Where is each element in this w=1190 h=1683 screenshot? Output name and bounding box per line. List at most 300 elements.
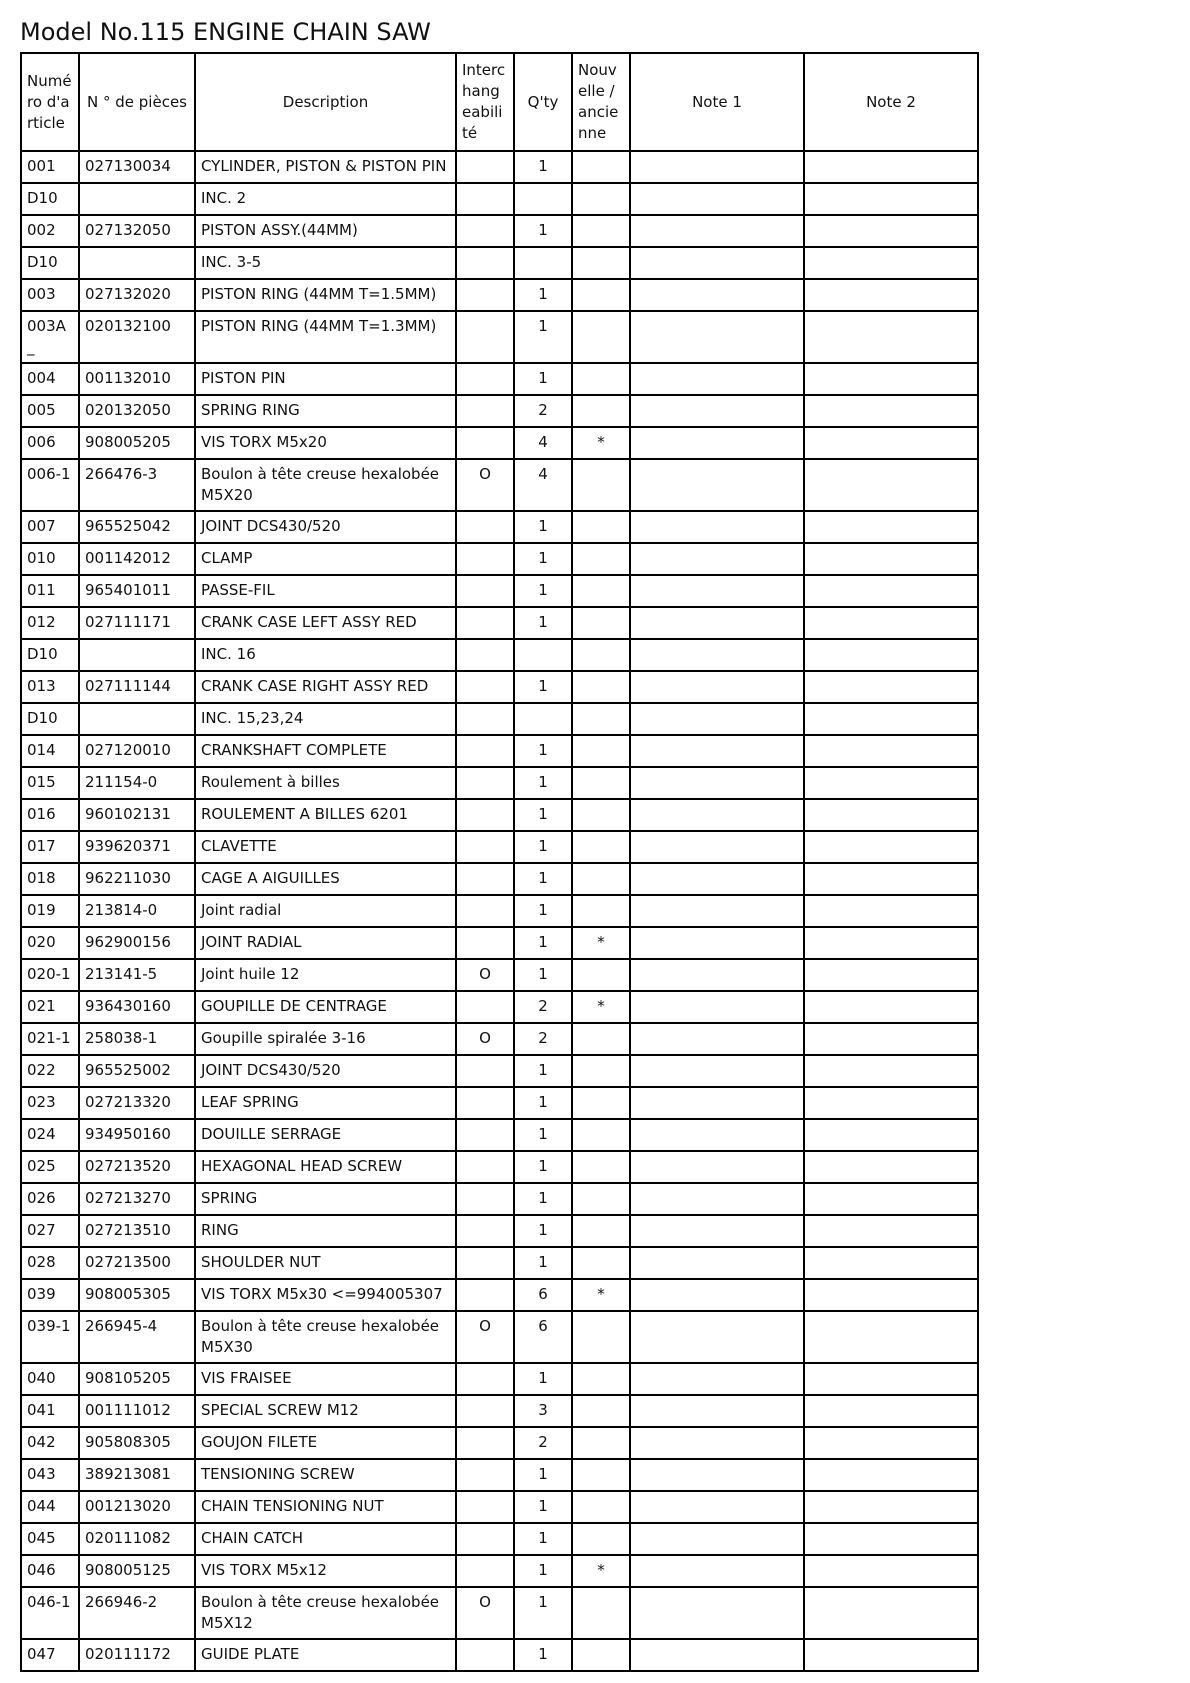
new-old-cell bbox=[572, 1151, 630, 1183]
description-cell: CHAIN TENSIONING NUT bbox=[195, 1491, 456, 1523]
table-row bbox=[21, 1363, 978, 1395]
description-cell: SHOULDER NUT bbox=[195, 1247, 456, 1279]
description-cell: SPECIAL SCREW M12 bbox=[195, 1395, 456, 1427]
quantity-cell: 1 bbox=[514, 511, 572, 543]
interchangeability-cell bbox=[456, 799, 514, 831]
header-note-2: Note 2 bbox=[804, 53, 978, 151]
note-1-cell bbox=[630, 1491, 804, 1523]
note-2-cell bbox=[804, 1023, 978, 1055]
quantity-cell: 1 bbox=[514, 1183, 572, 1215]
part-number-cell: 258038-1 bbox=[79, 1023, 195, 1055]
note-1-cell bbox=[630, 395, 804, 427]
new-old-cell bbox=[572, 703, 630, 735]
note-2-cell bbox=[804, 363, 978, 395]
part-number-cell: 960102131 bbox=[79, 799, 195, 831]
description-cell: SPRING RING bbox=[195, 395, 456, 427]
new-old-cell bbox=[572, 671, 630, 703]
note-1-cell bbox=[630, 1023, 804, 1055]
quantity-cell: 1 bbox=[514, 767, 572, 799]
item-number-cell: 021 bbox=[21, 991, 79, 1023]
part-number-cell: 266945-4 bbox=[79, 1311, 195, 1363]
note-1-cell bbox=[630, 991, 804, 1023]
note-2-cell bbox=[804, 799, 978, 831]
interchangeability-cell bbox=[456, 151, 514, 183]
interchangeability-cell: O bbox=[456, 959, 514, 991]
note-1-cell bbox=[630, 543, 804, 575]
quantity-cell: 1 bbox=[514, 363, 572, 395]
note-2-cell bbox=[804, 1523, 978, 1555]
part-number-cell: 908005305 bbox=[79, 1279, 195, 1311]
new-old-cell: * bbox=[572, 427, 630, 459]
quantity-cell: 2 bbox=[514, 991, 572, 1023]
description-cell: INC. 15,23,24 bbox=[195, 703, 456, 735]
new-old-cell bbox=[572, 459, 630, 511]
note-1-cell bbox=[630, 1087, 804, 1119]
quantity-cell: 1 bbox=[514, 895, 572, 927]
item-number-cell: D10 bbox=[21, 183, 79, 215]
part-number-cell: 027213510 bbox=[79, 1215, 195, 1247]
description-cell: PISTON RING (44MM T=1.3MM) bbox=[195, 311, 456, 363]
description-cell: ROULEMENT A BILLES 6201 bbox=[195, 799, 456, 831]
note-2-cell bbox=[804, 279, 978, 311]
item-number-cell: 019 bbox=[21, 895, 79, 927]
description-cell: JOINT DCS430/520 bbox=[195, 511, 456, 543]
interchangeability-cell bbox=[456, 1363, 514, 1395]
note-1-cell bbox=[630, 895, 804, 927]
item-number-cell: 004 bbox=[21, 363, 79, 395]
quantity-cell: 1 bbox=[514, 1215, 572, 1247]
part-number-cell: 020111172 bbox=[79, 1639, 195, 1671]
new-old-cell bbox=[572, 1055, 630, 1087]
item-number-cell: 007 bbox=[21, 511, 79, 543]
note-1-cell bbox=[630, 1587, 804, 1639]
description-cell: GUIDE PLATE bbox=[195, 1639, 456, 1671]
table-row bbox=[21, 395, 978, 427]
description-cell: VIS FRAISEE bbox=[195, 1363, 456, 1395]
part-number-cell bbox=[79, 247, 195, 279]
description-cell: Roulement à billes bbox=[195, 767, 456, 799]
note-1-cell bbox=[630, 247, 804, 279]
note-2-cell bbox=[804, 1055, 978, 1087]
part-number-cell: 939620371 bbox=[79, 831, 195, 863]
note-1-cell bbox=[630, 1151, 804, 1183]
note-1-cell bbox=[630, 863, 804, 895]
note-2-cell bbox=[804, 1311, 978, 1363]
note-2-cell bbox=[804, 459, 978, 511]
note-1-cell bbox=[630, 1363, 804, 1395]
note-2-cell bbox=[804, 1587, 978, 1639]
item-number-cell: 025 bbox=[21, 1151, 79, 1183]
description-cell: DOUILLE SERRAGE bbox=[195, 1119, 456, 1151]
table-row bbox=[21, 607, 978, 639]
item-number-cell: 006 bbox=[21, 427, 79, 459]
note-1-cell bbox=[630, 1459, 804, 1491]
description-cell: CHAIN CATCH bbox=[195, 1523, 456, 1555]
note-1-cell bbox=[630, 1215, 804, 1247]
item-number-cell: 046-1 bbox=[21, 1587, 79, 1639]
description-cell: SPRING bbox=[195, 1183, 456, 1215]
new-old-cell bbox=[572, 639, 630, 671]
note-1-cell bbox=[630, 639, 804, 671]
item-number-cell: 022 bbox=[21, 1055, 79, 1087]
table-row bbox=[21, 959, 978, 991]
quantity-cell: 3 bbox=[514, 1395, 572, 1427]
item-number-cell: D10 bbox=[21, 639, 79, 671]
note-2-cell bbox=[804, 427, 978, 459]
item-number-cell: 027 bbox=[21, 1215, 79, 1247]
new-old-cell bbox=[572, 1459, 630, 1491]
table-row bbox=[21, 575, 978, 607]
note-2-cell bbox=[804, 1087, 978, 1119]
item-number-cell: 028 bbox=[21, 1247, 79, 1279]
part-number-cell: 027213270 bbox=[79, 1183, 195, 1215]
part-number-cell: 905808305 bbox=[79, 1427, 195, 1459]
description-cell: PISTON PIN bbox=[195, 363, 456, 395]
note-1-cell bbox=[630, 767, 804, 799]
quantity-cell: 1 bbox=[514, 1587, 572, 1639]
interchangeability-cell bbox=[456, 427, 514, 459]
interchangeability-cell bbox=[456, 1119, 514, 1151]
item-number-cell: 043 bbox=[21, 1459, 79, 1491]
note-2-cell bbox=[804, 1491, 978, 1523]
item-number-cell: 003 bbox=[21, 279, 79, 311]
new-old-cell bbox=[572, 247, 630, 279]
new-old-cell bbox=[572, 831, 630, 863]
note-1-cell bbox=[630, 831, 804, 863]
quantity-cell bbox=[514, 247, 572, 279]
part-number-cell: 934950160 bbox=[79, 1119, 195, 1151]
interchangeability-cell bbox=[456, 1247, 514, 1279]
table-row bbox=[21, 1555, 978, 1587]
description-cell: Boulon à tête creuse hexalobée M5X20 bbox=[195, 459, 456, 511]
header-part-number: N ° de pièces bbox=[79, 53, 195, 151]
description-cell: INC. 16 bbox=[195, 639, 456, 671]
interchangeability-cell bbox=[456, 895, 514, 927]
description-cell: RING bbox=[195, 1215, 456, 1247]
item-number-cell: 005 bbox=[21, 395, 79, 427]
new-old-cell bbox=[572, 1119, 630, 1151]
header-item-number: Numéro d'article bbox=[21, 53, 79, 151]
part-number-cell: 020132050 bbox=[79, 395, 195, 427]
quantity-cell: 1 bbox=[514, 799, 572, 831]
table-row bbox=[21, 1119, 978, 1151]
item-number-cell: 011 bbox=[21, 575, 79, 607]
part-number-cell: 389213081 bbox=[79, 1459, 195, 1491]
new-old-cell bbox=[572, 151, 630, 183]
new-old-cell bbox=[572, 1183, 630, 1215]
part-number-cell: 001142012 bbox=[79, 543, 195, 575]
table-row bbox=[21, 1183, 978, 1215]
table-row bbox=[21, 1523, 978, 1555]
table-row bbox=[21, 1311, 978, 1363]
part-number-cell: 027213320 bbox=[79, 1087, 195, 1119]
note-1-cell bbox=[630, 607, 804, 639]
interchangeability-cell bbox=[456, 575, 514, 607]
item-number-cell: 047 bbox=[21, 1639, 79, 1671]
note-1-cell bbox=[630, 1279, 804, 1311]
interchangeability-cell bbox=[456, 863, 514, 895]
quantity-cell: 1 bbox=[514, 1639, 572, 1671]
note-2-cell bbox=[804, 735, 978, 767]
interchangeability-cell bbox=[456, 767, 514, 799]
part-number-cell: 027213500 bbox=[79, 1247, 195, 1279]
new-old-cell bbox=[572, 735, 630, 767]
quantity-cell: 1 bbox=[514, 1151, 572, 1183]
note-2-cell bbox=[804, 991, 978, 1023]
table-row bbox=[21, 1151, 978, 1183]
quantity-cell: 1 bbox=[514, 927, 572, 959]
description-cell: VIS TORX M5x12 bbox=[195, 1555, 456, 1587]
description-cell: LEAF SPRING bbox=[195, 1087, 456, 1119]
note-1-cell bbox=[630, 363, 804, 395]
note-2-cell bbox=[804, 639, 978, 671]
item-number-cell: D10 bbox=[21, 247, 79, 279]
description-cell: CAGE A AIGUILLES bbox=[195, 863, 456, 895]
table-row bbox=[21, 1087, 978, 1119]
part-number-cell: 020132100 bbox=[79, 311, 195, 363]
quantity-cell: 1 bbox=[514, 1523, 572, 1555]
table-row bbox=[21, 671, 978, 703]
note-1-cell bbox=[630, 927, 804, 959]
part-number-cell: 965401011 bbox=[79, 575, 195, 607]
note-1-cell bbox=[630, 703, 804, 735]
table-row bbox=[21, 639, 978, 671]
note-2-cell bbox=[804, 1427, 978, 1459]
new-old-cell bbox=[572, 1523, 630, 1555]
interchangeability-cell bbox=[456, 1555, 514, 1587]
new-old-cell bbox=[572, 1639, 630, 1671]
quantity-cell: 1 bbox=[514, 1491, 572, 1523]
table-header-row bbox=[21, 53, 978, 151]
table-row bbox=[21, 799, 978, 831]
note-2-cell bbox=[804, 151, 978, 183]
new-old-cell bbox=[572, 183, 630, 215]
header-description: Description bbox=[195, 53, 456, 151]
note-1-cell bbox=[630, 1183, 804, 1215]
note-2-cell bbox=[804, 311, 978, 363]
new-old-cell bbox=[572, 1215, 630, 1247]
item-number-cell: 001 bbox=[21, 151, 79, 183]
new-old-cell: * bbox=[572, 927, 630, 959]
note-2-cell bbox=[804, 1363, 978, 1395]
new-old-cell bbox=[572, 279, 630, 311]
quantity-cell: 4 bbox=[514, 459, 572, 511]
note-2-cell bbox=[804, 927, 978, 959]
note-2-cell bbox=[804, 1555, 978, 1587]
item-number-cell: 016 bbox=[21, 799, 79, 831]
interchangeability-cell bbox=[456, 639, 514, 671]
description-cell: PISTON RING (44MM T=1.5MM) bbox=[195, 279, 456, 311]
note-1-cell bbox=[630, 311, 804, 363]
table-row bbox=[21, 279, 978, 311]
interchangeability-cell: O bbox=[456, 1587, 514, 1639]
new-old-cell bbox=[572, 215, 630, 247]
item-number-cell: 044 bbox=[21, 1491, 79, 1523]
note-2-cell bbox=[804, 1395, 978, 1427]
interchangeability-cell bbox=[456, 363, 514, 395]
note-2-cell bbox=[804, 575, 978, 607]
description-cell: JOINT RADIAL bbox=[195, 927, 456, 959]
note-2-cell bbox=[804, 1183, 978, 1215]
table-row bbox=[21, 427, 978, 459]
quantity-cell bbox=[514, 703, 572, 735]
new-old-cell: * bbox=[572, 1555, 630, 1587]
table-row bbox=[21, 247, 978, 279]
new-old-cell bbox=[572, 1087, 630, 1119]
part-number-cell: 211154-0 bbox=[79, 767, 195, 799]
note-2-cell bbox=[804, 1151, 978, 1183]
item-number-cell: 020-1 bbox=[21, 959, 79, 991]
table-row bbox=[21, 311, 978, 363]
interchangeability-cell bbox=[456, 1491, 514, 1523]
table-row bbox=[21, 863, 978, 895]
interchangeability-cell bbox=[456, 279, 514, 311]
item-number-cell: 024 bbox=[21, 1119, 79, 1151]
table-row bbox=[21, 1055, 978, 1087]
part-number-cell bbox=[79, 703, 195, 735]
part-number-cell: 027130034 bbox=[79, 151, 195, 183]
part-number-cell: 266476-3 bbox=[79, 459, 195, 511]
part-number-cell: 027111171 bbox=[79, 607, 195, 639]
note-1-cell bbox=[630, 1555, 804, 1587]
description-cell: CYLINDER, PISTON & PISTON PIN bbox=[195, 151, 456, 183]
quantity-cell: 1 bbox=[514, 959, 572, 991]
description-cell: Goupille spiralée 3-16 bbox=[195, 1023, 456, 1055]
description-cell: GOUJON FILETE bbox=[195, 1427, 456, 1459]
note-1-cell bbox=[630, 1247, 804, 1279]
quantity-cell: 1 bbox=[514, 831, 572, 863]
quantity-cell: 1 bbox=[514, 671, 572, 703]
interchangeability-cell bbox=[456, 1087, 514, 1119]
quantity-cell: 1 bbox=[514, 575, 572, 607]
item-number-cell: 045 bbox=[21, 1523, 79, 1555]
description-cell: HEXAGONAL HEAD SCREW bbox=[195, 1151, 456, 1183]
item-number-cell: 017 bbox=[21, 831, 79, 863]
note-2-cell bbox=[804, 1279, 978, 1311]
quantity-cell bbox=[514, 639, 572, 671]
new-old-cell bbox=[572, 363, 630, 395]
quantity-cell: 1 bbox=[514, 1247, 572, 1279]
table-row bbox=[21, 1587, 978, 1639]
table-row bbox=[21, 1279, 978, 1311]
quantity-cell: 1 bbox=[514, 279, 572, 311]
interchangeability-cell bbox=[456, 1523, 514, 1555]
new-old-cell bbox=[572, 575, 630, 607]
part-number-cell: 213814-0 bbox=[79, 895, 195, 927]
interchangeability-cell bbox=[456, 1055, 514, 1087]
table-row bbox=[21, 1395, 978, 1427]
description-cell: CLAMP bbox=[195, 543, 456, 575]
quantity-cell: 1 bbox=[514, 543, 572, 575]
quantity-cell: 1 bbox=[514, 1363, 572, 1395]
interchangeability-cell bbox=[456, 671, 514, 703]
interchangeability-cell bbox=[456, 991, 514, 1023]
item-number-cell: 039-1 bbox=[21, 1311, 79, 1363]
part-number-cell: 908105205 bbox=[79, 1363, 195, 1395]
note-1-cell bbox=[630, 511, 804, 543]
new-old-cell bbox=[572, 543, 630, 575]
part-number-cell: 001111012 bbox=[79, 1395, 195, 1427]
part-number-cell: 001213020 bbox=[79, 1491, 195, 1523]
item-number-cell: 002 bbox=[21, 215, 79, 247]
header-note-1: Note 1 bbox=[630, 53, 804, 151]
quantity-cell: 6 bbox=[514, 1279, 572, 1311]
table-row bbox=[21, 735, 978, 767]
item-number-cell: 006-1 bbox=[21, 459, 79, 511]
quantity-cell: 1 bbox=[514, 863, 572, 895]
quantity-cell: 1 bbox=[514, 151, 572, 183]
interchangeability-cell bbox=[456, 215, 514, 247]
item-number-cell: 026 bbox=[21, 1183, 79, 1215]
new-old-cell bbox=[572, 1311, 630, 1363]
part-number-cell: 908005125 bbox=[79, 1555, 195, 1587]
table-row bbox=[21, 363, 978, 395]
item-number-cell: 020 bbox=[21, 927, 79, 959]
description-cell: Boulon à tête creuse hexalobée M5X30 bbox=[195, 1311, 456, 1363]
note-2-cell bbox=[804, 1639, 978, 1671]
item-number-cell: D10 bbox=[21, 703, 79, 735]
note-2-cell bbox=[804, 895, 978, 927]
interchangeability-cell: O bbox=[456, 459, 514, 511]
item-number-cell: 012 bbox=[21, 607, 79, 639]
part-number-cell: 266946-2 bbox=[79, 1587, 195, 1639]
note-1-cell bbox=[630, 1427, 804, 1459]
description-cell: TENSIONING SCREW bbox=[195, 1459, 456, 1491]
part-number-cell: 962900156 bbox=[79, 927, 195, 959]
part-number-cell: 936430160 bbox=[79, 991, 195, 1023]
table-row bbox=[21, 1215, 978, 1247]
description-cell: CRANK CASE LEFT ASSY RED bbox=[195, 607, 456, 639]
note-1-cell bbox=[630, 151, 804, 183]
note-2-cell bbox=[804, 671, 978, 703]
new-old-cell: * bbox=[572, 1279, 630, 1311]
interchangeability-cell bbox=[456, 395, 514, 427]
note-1-cell bbox=[630, 1311, 804, 1363]
note-1-cell bbox=[630, 1119, 804, 1151]
quantity-cell: 1 bbox=[514, 311, 572, 363]
part-number-cell: 965525042 bbox=[79, 511, 195, 543]
new-old-cell bbox=[572, 511, 630, 543]
new-old-cell bbox=[572, 395, 630, 427]
part-number-cell: 027111144 bbox=[79, 671, 195, 703]
item-number-cell: 010 bbox=[21, 543, 79, 575]
table-row bbox=[21, 511, 978, 543]
description-cell: INC. 3-5 bbox=[195, 247, 456, 279]
description-cell: CLAVETTE bbox=[195, 831, 456, 863]
quantity-cell: 1 bbox=[514, 1087, 572, 1119]
part-number-cell: 001132010 bbox=[79, 363, 195, 395]
quantity-cell: 6 bbox=[514, 1311, 572, 1363]
note-2-cell bbox=[804, 183, 978, 215]
quantity-cell: 1 bbox=[514, 1459, 572, 1491]
item-number-cell: 046 bbox=[21, 1555, 79, 1587]
quantity-cell: 1 bbox=[514, 1119, 572, 1151]
new-old-cell bbox=[572, 1427, 630, 1459]
description-cell: CRANK CASE RIGHT ASSY RED bbox=[195, 671, 456, 703]
interchangeability-cell bbox=[456, 183, 514, 215]
new-old-cell bbox=[572, 1363, 630, 1395]
new-old-cell bbox=[572, 1023, 630, 1055]
note-1-cell bbox=[630, 215, 804, 247]
item-number-cell: 041 bbox=[21, 1395, 79, 1427]
interchangeability-cell bbox=[456, 1427, 514, 1459]
table-row bbox=[21, 215, 978, 247]
table-row bbox=[21, 459, 978, 511]
note-2-cell bbox=[804, 831, 978, 863]
new-old-cell bbox=[572, 607, 630, 639]
interchangeability-cell bbox=[456, 1395, 514, 1427]
table-row bbox=[21, 1247, 978, 1279]
